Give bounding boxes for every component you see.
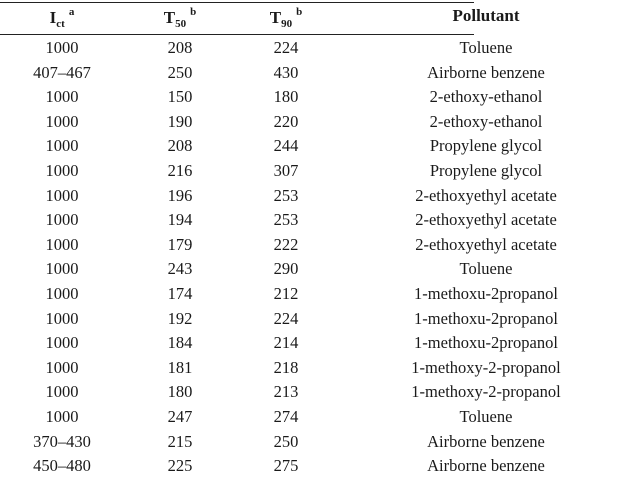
cell-pollutant: 1-methoxu-2propanol	[414, 283, 558, 303]
table-row	[0, 85, 543, 110]
table-row	[0, 380, 561, 405]
table-row	[0, 356, 561, 381]
cell-t90: 253	[273, 210, 299, 230]
cell-t90: 224	[273, 308, 299, 328]
cell-t90: 430	[273, 62, 299, 82]
cell-pollutant: Propylene glycol	[429, 136, 543, 156]
cell-t50: 150	[167, 87, 193, 107]
cell-t90: 220	[273, 111, 299, 131]
cell-ict: 1000	[45, 234, 79, 254]
cell-t50: 196	[167, 185, 193, 205]
cell-pollutant: 2-ethoxy-ethanol	[429, 111, 543, 131]
cell-pollutant: 1-methoxu-2propanol	[414, 333, 558, 353]
cell-t90: 212	[273, 283, 299, 303]
cell-pollutant: 1-methoxy-2-propanol	[411, 382, 561, 402]
cell-t90: 218	[273, 357, 299, 377]
cell-t50: 179	[167, 234, 193, 254]
cell-t50: 216	[167, 160, 193, 180]
table-row	[0, 134, 543, 159]
cell-t50: 215	[167, 431, 193, 451]
table-row	[0, 405, 513, 430]
cell-ict: 450–480	[33, 456, 91, 476]
header-t90-sub: 90	[281, 18, 293, 30]
table-header-row	[0, 0, 520, 34]
cell-ict: 1000	[45, 333, 79, 353]
cell-ict: 1000	[45, 283, 79, 303]
cell-ict: 1000	[45, 210, 79, 230]
cell-ict: 1000	[45, 185, 79, 205]
cell-t90: 250	[273, 431, 299, 451]
cell-ict: 1000	[45, 38, 79, 57]
table-row	[0, 430, 545, 455]
header-t90-sup: b	[296, 6, 303, 18]
cell-t90: 307	[273, 160, 299, 180]
table-row	[0, 454, 545, 479]
header-ict-sub: ct	[56, 18, 65, 30]
cell-t90: 275	[273, 456, 299, 476]
cell-ict: 1000	[45, 406, 79, 426]
cell-pollutant: Airborne benzene	[427, 431, 545, 451]
cell-t50: 247	[167, 406, 193, 426]
cell-ict: 370–430	[33, 431, 91, 451]
cell-t90: 290	[273, 259, 299, 279]
cell-ict: 1000	[45, 357, 79, 377]
cell-t90: 222	[273, 234, 299, 254]
cell-t90: 274	[273, 406, 299, 426]
cell-ict: 1000	[45, 308, 79, 328]
cell-t90: 214	[273, 333, 299, 353]
cell-t50: 208	[167, 136, 193, 156]
cell-ict: 1000	[45, 259, 79, 279]
cell-t90: 244	[273, 136, 299, 156]
cell-ict: 407–467	[33, 62, 91, 82]
cell-t50: 250	[167, 62, 193, 82]
cell-pollutant: Toluene	[459, 38, 513, 57]
cell-t50: 180	[167, 382, 193, 402]
header-ict-sup: a	[68, 6, 75, 18]
table-row	[0, 61, 545, 86]
cell-t90: 213	[273, 382, 299, 402]
table-header-rule	[0, 34, 474, 35]
cell-t90: 253	[273, 185, 299, 205]
table-row	[0, 282, 558, 307]
cell-t90: 224	[273, 38, 299, 57]
cell-pollutant: Toluene	[459, 406, 513, 426]
header-t50-sub: 50	[175, 18, 187, 30]
table-body	[0, 36, 561, 479]
cell-t50: 174	[167, 283, 193, 303]
cell-t50: 190	[167, 111, 193, 131]
header-t90	[236, 6, 336, 30]
header-t90-main: T	[269, 8, 282, 27]
cell-ict: 1000	[45, 382, 79, 402]
cell-t50: 243	[167, 259, 193, 279]
cell-pollutant: Airborne benzene	[427, 456, 545, 476]
cell-t50: 192	[167, 308, 193, 328]
cell-pollutant: Airborne benzene	[427, 62, 545, 82]
table-row	[0, 331, 558, 356]
cell-ict: 1000	[45, 111, 79, 131]
cell-ict: 1000	[45, 87, 79, 107]
cell-pollutant: 2-ethoxyethyl acetate	[415, 234, 557, 254]
cell-ict: 1000	[45, 136, 79, 156]
cell-t50: 181	[167, 357, 193, 377]
table-row	[0, 233, 557, 258]
table-row	[0, 208, 557, 233]
cell-pollutant: 1-methoxy-2-propanol	[411, 357, 561, 377]
cell-t50: 208	[167, 38, 193, 57]
cell-pollutant: 2-ethoxy-ethanol	[429, 87, 543, 107]
cell-pollutant: Toluene	[459, 259, 513, 279]
table-row	[0, 159, 543, 184]
cell-ict: 1000	[45, 160, 79, 180]
cell-t50: 225	[167, 456, 193, 476]
cell-t90: 180	[273, 87, 299, 107]
table-row	[0, 307, 558, 332]
table-row	[0, 110, 543, 135]
cell-pollutant: Propylene glycol	[429, 160, 543, 180]
header-pollutant: Pollutant	[452, 6, 520, 25]
header-t50-main: T	[163, 8, 176, 27]
cell-pollutant: 1-methoxu-2propanol	[414, 308, 558, 328]
cell-t50: 184	[167, 333, 193, 353]
cell-pollutant: 2-ethoxyethyl acetate	[415, 210, 557, 230]
header-t50-sup: b	[190, 6, 197, 18]
table-row	[0, 257, 513, 282]
cell-pollutant: 2-ethoxyethyl acetate	[415, 185, 557, 205]
header-ict	[0, 6, 124, 30]
header-ict-main: I	[49, 8, 57, 27]
table-row	[0, 36, 513, 61]
table-row	[0, 184, 557, 209]
cell-t50: 194	[167, 210, 193, 230]
header-t50	[124, 6, 236, 30]
